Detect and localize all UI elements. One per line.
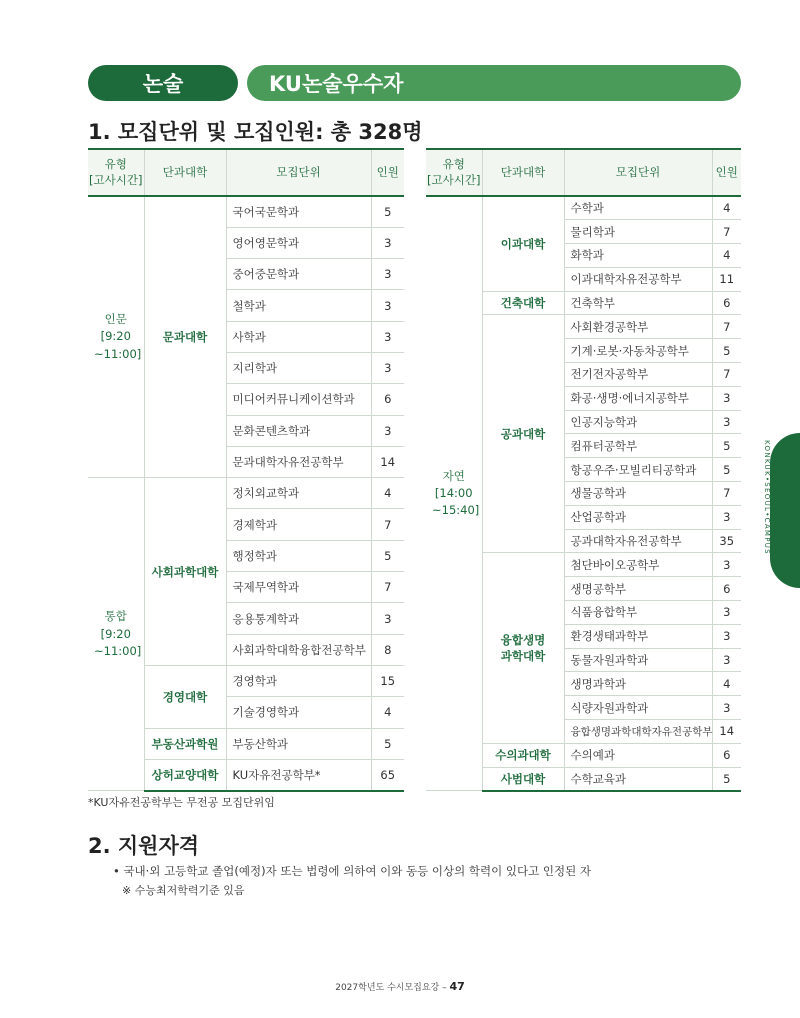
- table-row: [88, 478, 404, 509]
- unit-cell: 전기전자공학부: [564, 363, 712, 387]
- count-cell: 7: [712, 363, 741, 387]
- unit-cell: 건축학부: [564, 291, 712, 315]
- count-cell: 3: [371, 259, 404, 290]
- side-tab: [770, 433, 800, 588]
- college-architecture: 건축대학: [482, 291, 564, 315]
- count-cell: 5: [371, 540, 404, 571]
- count-cell: 6: [712, 291, 741, 315]
- section-title-eligibility: 2. 지원자격: [88, 834, 200, 858]
- unit-cell: 생명과학과: [564, 672, 712, 696]
- unit-cell: 융합생명과학대학자유전공학부: [564, 720, 712, 744]
- unit-cell: 식량자원과학과: [564, 696, 712, 720]
- unit-cell: 중어중문학과: [226, 259, 371, 290]
- unit-cell: 문과대학자유전공학부: [226, 446, 371, 477]
- unit-cell: 항공우주·모빌리티공학과: [564, 458, 712, 482]
- count-cell: 6: [371, 384, 404, 415]
- page-number: 47: [449, 980, 465, 993]
- count-cell: 7: [712, 220, 741, 244]
- group-natural: 자연 [14:00 ~15:40]: [426, 196, 482, 791]
- college-education: 사범대학: [482, 767, 564, 791]
- unit-cell: 사학과: [226, 321, 371, 352]
- header-type: 유형 [고사시간]: [426, 149, 482, 196]
- header-college: 단과대학: [482, 149, 564, 196]
- unit-cell: 동물자원과학과: [564, 648, 712, 672]
- unit-cell: 식품융합학부: [564, 601, 712, 625]
- header-count: 인원: [712, 149, 741, 196]
- count-cell: 4: [371, 478, 404, 509]
- recruitment-table-left: [88, 148, 404, 792]
- unit-cell: 철학과: [226, 290, 371, 321]
- count-cell: 3: [712, 624, 741, 648]
- college-real-estate: 부동산과학원: [144, 728, 226, 759]
- unit-cell: 생물공학과: [564, 482, 712, 506]
- college-engineering: 공과대학: [482, 315, 564, 553]
- unit-cell: 이과대학자유전공학부: [564, 267, 712, 291]
- count-cell: 7: [712, 482, 741, 506]
- college-business: 경영대학: [144, 665, 226, 728]
- unit-cell: 첨단바이오공학부: [564, 553, 712, 577]
- count-cell: 4: [371, 697, 404, 728]
- count-cell: 3: [712, 553, 741, 577]
- count-cell: 4: [712, 672, 741, 696]
- header-unit: 모집단위: [226, 149, 371, 196]
- unit-cell: 경제학과: [226, 509, 371, 540]
- unit-cell: 수학교육과: [564, 767, 712, 791]
- unit-cell: KU자유전공학부*: [226, 759, 371, 790]
- count-cell: 3: [712, 696, 741, 720]
- count-cell: 7: [371, 509, 404, 540]
- unit-cell: 인공지능학과: [564, 410, 712, 434]
- count-cell: 7: [712, 315, 741, 339]
- unit-cell: 행정학과: [226, 540, 371, 571]
- unit-cell: 문화콘텐츠학과: [226, 415, 371, 446]
- count-cell: 6: [712, 577, 741, 601]
- page-footer: [0, 980, 800, 993]
- unit-cell: 공과대학자유전공학부: [564, 529, 712, 553]
- count-cell: 5: [712, 767, 741, 791]
- count-cell: 3: [371, 290, 404, 321]
- header-count: 인원: [371, 149, 404, 196]
- count-cell: 3: [712, 648, 741, 672]
- group-integrated: 통합 [9:20 ~11:00]: [88, 478, 144, 791]
- count-cell: 3: [371, 415, 404, 446]
- count-cell: 14: [371, 446, 404, 477]
- college-convergence-life-science: 융합생명 과학대학: [482, 553, 564, 743]
- count-cell: 4: [712, 244, 741, 268]
- eligibility-note: ※ 수능최저학력기준 있음: [122, 884, 245, 897]
- count-cell: 3: [371, 352, 404, 383]
- unit-cell: 미디어커뮤니케이션학과: [226, 384, 371, 415]
- count-cell: 65: [371, 759, 404, 790]
- count-cell: 5: [712, 458, 741, 482]
- unit-cell: 생명공학부: [564, 577, 712, 601]
- header-type: 유형 [고사시간]: [88, 149, 144, 196]
- count-cell: 3: [712, 410, 741, 434]
- unit-cell: 국어국문학과: [226, 196, 371, 227]
- count-cell: 5: [371, 196, 404, 227]
- section-title-recruitment: 1. 모집단위 및 모집인원: 총 328명: [88, 120, 423, 144]
- count-cell: 3: [371, 227, 404, 258]
- unit-cell: 경영학과: [226, 665, 371, 696]
- count-cell: 3: [712, 386, 741, 410]
- unit-cell: 기술경영학과: [226, 697, 371, 728]
- header-unit: 모집단위: [564, 149, 712, 196]
- unit-cell: 정치외교학과: [226, 478, 371, 509]
- unit-cell: 화공·생명·에너지공학부: [564, 386, 712, 410]
- unit-cell: 기계·로봇·자동차공학부: [564, 339, 712, 363]
- count-cell: 11: [712, 267, 741, 291]
- count-cell: 5: [712, 339, 741, 363]
- unit-cell: 산업공학과: [564, 505, 712, 529]
- count-cell: 3: [712, 505, 741, 529]
- count-cell: 7: [371, 572, 404, 603]
- count-cell: 3: [371, 603, 404, 634]
- header-pill-essay: 논술: [88, 65, 238, 101]
- count-cell: 5: [371, 728, 404, 759]
- count-cell: 15: [371, 665, 404, 696]
- unit-cell: 부동산학과: [226, 728, 371, 759]
- unit-cell: 수의예과: [564, 743, 712, 767]
- unit-cell: 화학과: [564, 244, 712, 268]
- count-cell: 3: [371, 321, 404, 352]
- count-cell: 6: [712, 743, 741, 767]
- college-veterinary: 수의과대학: [482, 743, 564, 767]
- unit-cell: 국제무역학과: [226, 572, 371, 603]
- college-science: 이과대학: [482, 196, 564, 291]
- eligibility-bullet: • 국내·외 고등학교 졸업(예정)자 또는 법령에 의하여 이와 동등 이상의 학력이 있다고 인정된 자: [113, 864, 591, 878]
- header-college: 단과대학: [144, 149, 226, 196]
- header-pill-ku-essay: KU논술우수자: [247, 65, 741, 101]
- footer-text: 2027학년도 수시모집요강 –: [335, 983, 450, 993]
- unit-cell: 사회과학대학융합전공학부: [226, 634, 371, 665]
- unit-cell: 물리학과: [564, 220, 712, 244]
- count-cell: 3: [712, 601, 741, 625]
- unit-cell: 수학과: [564, 196, 712, 220]
- count-cell: 8: [371, 634, 404, 665]
- college-liberal-arts: 문과대학: [144, 196, 226, 478]
- unit-cell: 환경생태과학부: [564, 624, 712, 648]
- group-humanities: 인문 [9:20 ~11:00]: [88, 196, 144, 478]
- side-campus-text: KONKUK•SEOUL•CAMPUS: [763, 440, 771, 555]
- recruitment-table-right: [426, 148, 741, 792]
- count-cell: 35: [712, 529, 741, 553]
- count-cell: 5: [712, 434, 741, 458]
- unit-cell: 지리학과: [226, 352, 371, 383]
- table-row: [426, 196, 741, 220]
- count-cell: 4: [712, 196, 741, 220]
- college-social-science: 사회과학대학: [144, 478, 226, 666]
- unit-cell: 응용통계학과: [226, 603, 371, 634]
- count-cell: 14: [712, 720, 741, 744]
- unit-cell: 영어영문학과: [226, 227, 371, 258]
- college-sangheo: 상허교양대학: [144, 759, 226, 790]
- footnote: *KU자유전공학부는 무전공 모집단위임: [88, 796, 275, 809]
- table-row: [88, 196, 404, 227]
- unit-cell: 사회환경공학부: [564, 315, 712, 339]
- unit-cell: 컴퓨터공학부: [564, 434, 712, 458]
